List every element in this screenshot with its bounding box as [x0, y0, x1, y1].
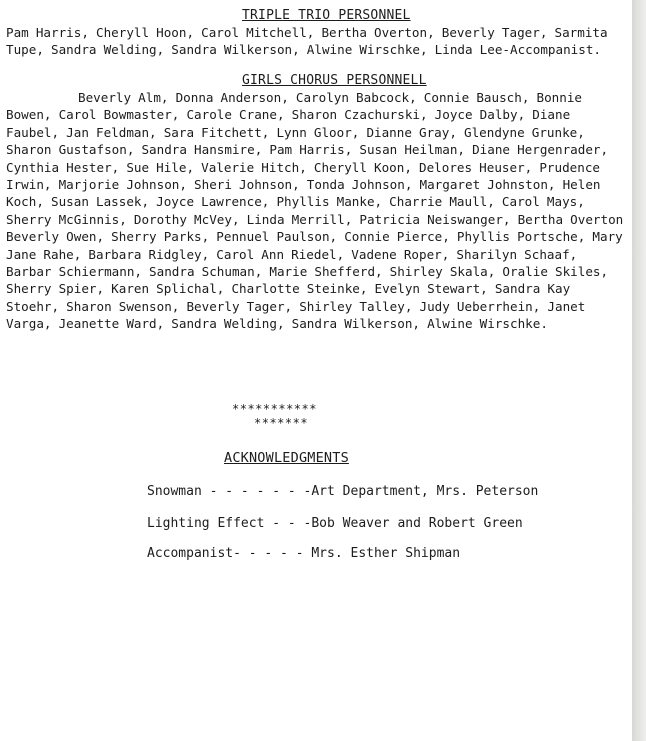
- acknowledgment-snowman: Snowman - - - - - - -Art Department, Mrs. Peterson: [147, 484, 539, 499]
- girls-chorus-members: Beverly Alm, Donna Anderson, Carolyn Babcock, Connie Bausch, Bonnie Bowen, Carol Bowmaster, Carole Crane, Sharon Czachurski, Joyce Dalby, Diane Faubel, Jan Feldman, Sara Fitchett, Lynn Gloor, Dianne Gray, Glendyne Grunke, Sharon Gustafson, Sandra Hansmire, Pam Harris, Susan Heilman, Diane Hergenrader, Cynthia Hester, Sue Hile, Valerie Hitch, Cheryll Koon, Delores Heuser, Prudence Irwin, Marjorie Johnson, Sheri Johnson, Tonda Johnson, Margaret Johnston, Helen Koch, Susan Lassek, Joyce Lawrence, Phyllis Manke, Charrie Maull, Carol Mays, Sherry McGinnis, Dorothy McVey, Linda Merrill, Patricia Neiswanger, Bertha Overton Beverly Owen, Sherry Parks, Pennuel Paulson, Connie Pierce, Phyllis Portsche, Mary Jane Rahe, Barbara Ridgley, Carol Ann Riedel, Vadene Roper, Sharilyn Schaaf, Barbar Schiermann, Sandra Schuman, Marie Shefferd, Shirley Skala, Oralie Skiles, Sherry Spier, Karen Splichal, Charlotte Steinke, Evelyn Stewart, Sandra Kay Stoehr, Sharon Swenson, Beverly Tager, Shirley Talley, Judy Ueberrhein, Janet Varga, Jeanette Ward, Sandra Welding, Sandra Wilkerson, Alwine Wirschke.: [6, 90, 631, 332]
- acknowledgment-accompanist: Accompanist- - - - - Mrs. Esther Shipman: [147, 546, 461, 561]
- separator-stars-top: ***********: [232, 402, 317, 416]
- acknowledgments-heading: ACKNOWLEDGMENTS: [224, 450, 349, 466]
- girls-chorus-heading: GIRLS CHORUS PERSONNELL: [242, 73, 427, 88]
- page-edge-shadow: [632, 0, 646, 741]
- triple-trio-heading: TRIPLE TRIO PERSONNEL: [242, 8, 411, 23]
- triple-trio-members: Pam Harris, Cheryll Hoon, Carol Mitchell, Bertha Overton, Beverly Tager, Sarmita Tupe, Sandra Welding, Sandra Wilkerson, Alwine Wirschke, Linda Lee-Accompanist.: [6, 25, 615, 58]
- acknowledgment-lighting: Lighting Effect - - -Bob Weaver and Robert Green: [147, 516, 523, 531]
- separator-stars-bottom: *******: [254, 416, 309, 430]
